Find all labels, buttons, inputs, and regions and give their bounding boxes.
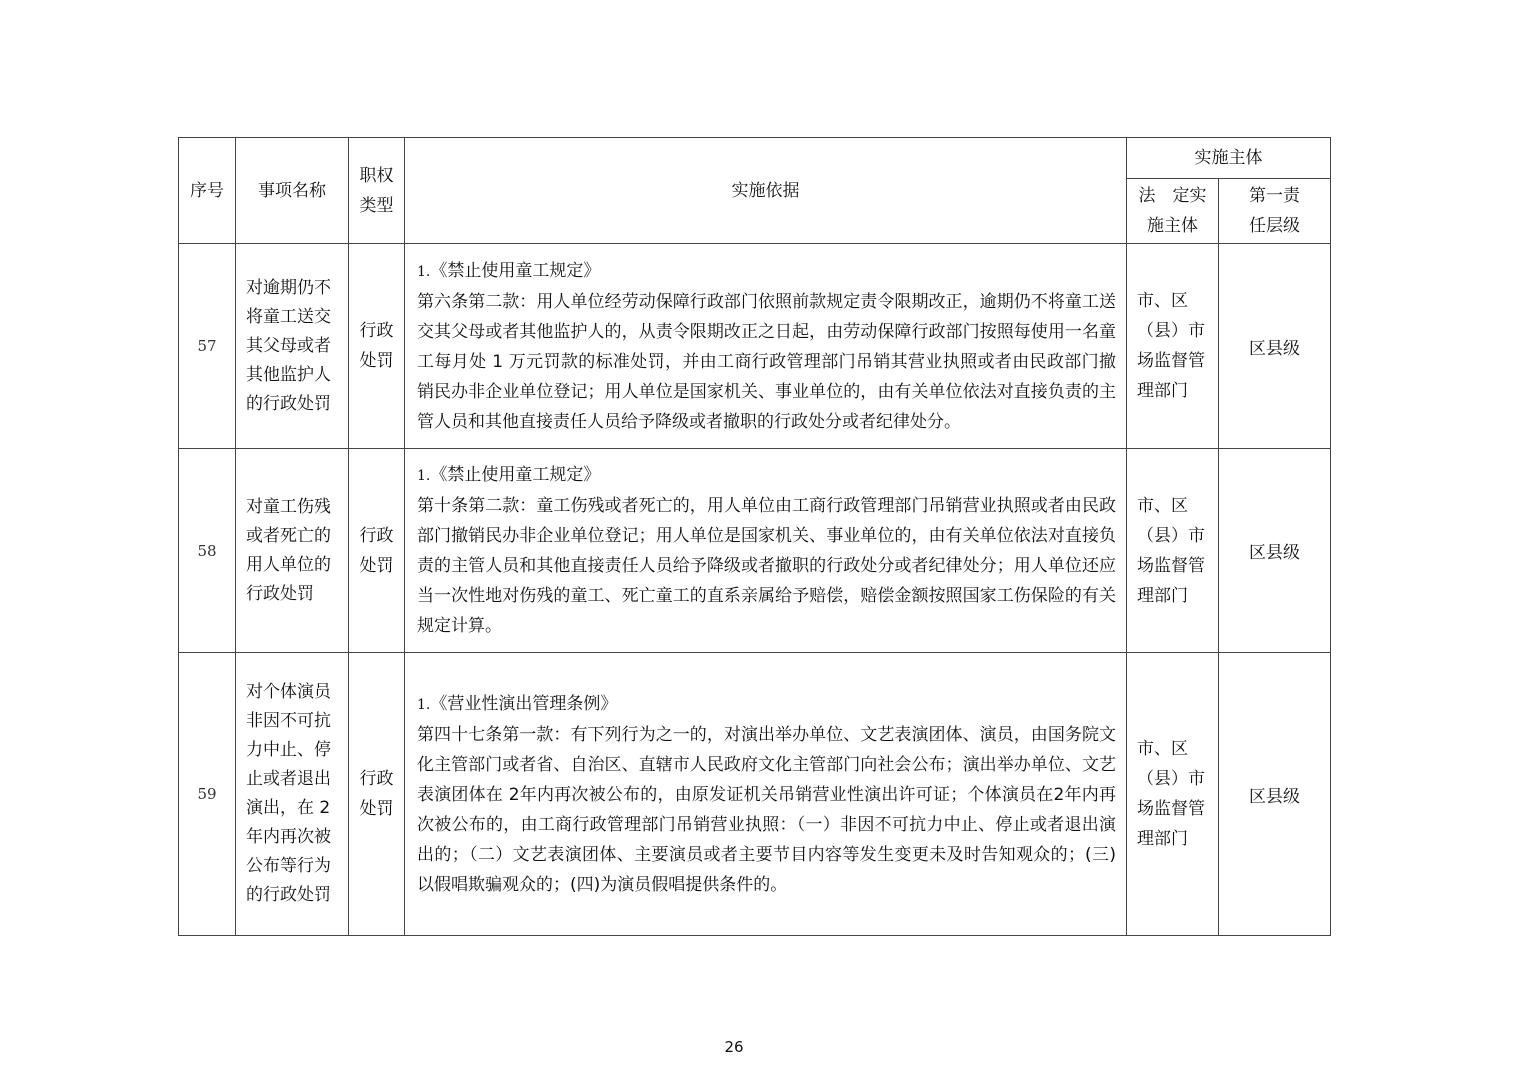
law-title: 《营业性演出管理条例》 <box>430 693 618 714</box>
row-level: 区县级 <box>1219 653 1331 936</box>
row-basis <box>405 449 1127 653</box>
law-title: 《禁止使用童工规定》 <box>430 465 601 485</box>
header-index: 序号 <box>179 138 236 244</box>
table-row <box>179 449 1331 653</box>
header-subject-group: 实施主体 <box>1127 138 1331 179</box>
law-reference <box>417 256 1116 287</box>
header-type: 职权类型 <box>349 138 405 244</box>
header-basis: 实施依据 <box>405 138 1127 244</box>
law-number: 1. <box>417 263 431 280</box>
row-subject: 市、区（县）市场监督管理部门 <box>1127 244 1219 449</box>
row-level: 区县级 <box>1219 244 1331 449</box>
row-subject: 市、区（县）市场监督管理部门 <box>1127 449 1219 653</box>
law-title: 《禁止使用童工规定》 <box>430 260 601 281</box>
header-legal-subject: 法 定实施主体 <box>1127 179 1219 244</box>
row-basis <box>405 244 1127 449</box>
table-row <box>179 244 1331 449</box>
row-level: 区县级 <box>1219 449 1331 653</box>
table-header <box>179 138 1331 244</box>
law-number: 1. <box>417 468 431 484</box>
basis-text: 第四十七条第一款：有下列行为之一的，对演出举办单位、文艺表演团体、演员，由国务院文化主管部门或者省、自治区、直辖市人民政府文化主管部门向社会公布；演出举办单位、文艺表演团体在 2年内再次被公布的，由原发证机关吊销营业性演出许可证；个体演员在2年内再次被公布的，由工商行政管理部门吊销营业执照：（一）非因不可抗力中止、停止或者退出演出的；（二）文艺表演团体、主要演员或者主要节目内容等发生变更未及时告知观众的；(三)以假唱欺骗观众的；(四)为演员假唱提供条件的。 <box>417 724 1116 895</box>
header-name: 事项名称 <box>236 138 349 244</box>
basis-text: 第十条第二款：童工伤残或者死亡的，用人单位由工商行政管理部门吊销营业执照或者由民政部门撤销民办非企业单位登记；用人单位是国家机关、事业单位的，由有关单位依法对直接负责的主管人员和其他直接责任人员给予降级或者撤职的行政处分或者纪律处分；用人单位还应当一次性地对伤残的童工、死亡童工的直系亲属给予赔偿，赔偿金额按照国家工伤保险的有关规定计算。 <box>417 496 1116 636</box>
row-type: 行政处罚 <box>349 653 405 936</box>
row-name: 对童工伤残或者死亡的用人单位的行政处罚 <box>236 449 349 653</box>
row-index: 58 <box>179 449 236 653</box>
row-basis <box>405 653 1127 936</box>
header-first-level: 第一责任层级 <box>1219 179 1331 244</box>
row-type: 行政处罚 <box>349 244 405 449</box>
row-type: 行政处罚 <box>349 449 405 653</box>
regulation-table <box>178 137 1331 936</box>
row-name: 对逾期仍不将童工送交其父母或者其他监护人的行政处罚 <box>236 244 349 449</box>
row-index: 57 <box>179 244 236 449</box>
row-name: 对个体演员非因不可抗力中止、停止或者退出演出，在 2 年内再次被公布等行为的行政处罚 <box>236 653 349 936</box>
row-index: 59 <box>179 653 236 936</box>
law-reference <box>417 460 1116 491</box>
basis-text: 第六条第二款：用人单位经劳动保障行政部门依照前款规定责令限期改正，逾期仍不将童工送交其父母或者其他监护人的，从责令限期改正之日起，由劳动保障行政部门按照每使用一名童工每月处 1 万元罚款的标准处罚，并由工商行政管理部门吊销其营业执照或者由民政部门撤销民办非企业单位登记；用人单位是国家机关、事业单位的，由有关单位依法对直接负责的主管人员和其他直接责任人员给予降级或者撤职的行政处分或者纪律处分。 <box>417 291 1116 432</box>
law-reference <box>417 689 1116 720</box>
page-number: 26 <box>724 1038 744 1056</box>
row-subject: 市、区（县）市场监督管理部门 <box>1127 653 1219 936</box>
table-row <box>179 653 1331 936</box>
law-number: 1. <box>417 696 431 713</box>
